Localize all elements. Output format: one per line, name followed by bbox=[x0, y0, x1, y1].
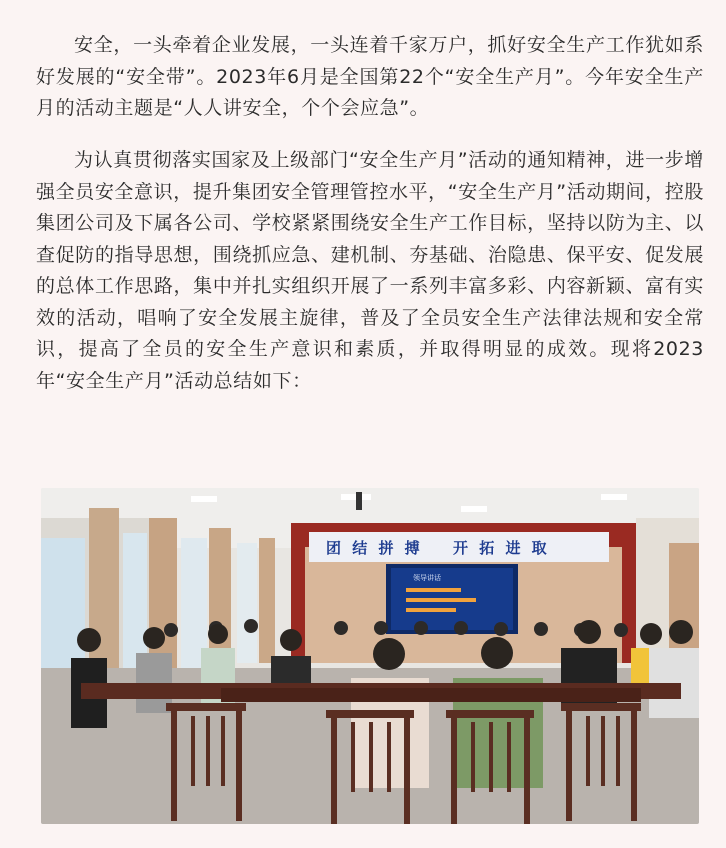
intro-paragraph: 安全，一头牵着企业发展，一头连着千家万户，抓好安全生产工作犹如系好发展的“安全带”。2023年6月是全国第22个“安全生产月”。今年安全生产月的活动主题是“人人讲安全，个个会应急”。 bbox=[36, 34, 704, 119]
meeting-photo bbox=[41, 488, 699, 824]
banner-left: 团 结 拼 搏 bbox=[326, 539, 423, 557]
banner-right: 开 拓 进 取 bbox=[453, 539, 550, 557]
body-paragraph: 为认真贯彻落实国家及上级部门“安全生产月”活动的通知精神，进一步增强全员安全意识，提升集团安全管理管控水平，“安全生产月”活动期间，控股集团公司及下属各公司、学校紧紧围绕安全生产工作目标，坚持以防为主、以查促防的指导思想，围绕抓应急、建机制、夯基础、治隐患、保平安、促发展的总体工作思路，集中并扎实组织开展了一系列丰富多彩、内容新颖、富有实效的活动，唱响了安全发展主旋律，普及了全员安全生产法律法规和安全常识，提高了全员的安全生产意识和素质，并取得明显的成效。现将2023年“安全生产月”活动总结如下： bbox=[36, 149, 704, 392]
screen-title: 领导讲话 bbox=[413, 574, 441, 582]
